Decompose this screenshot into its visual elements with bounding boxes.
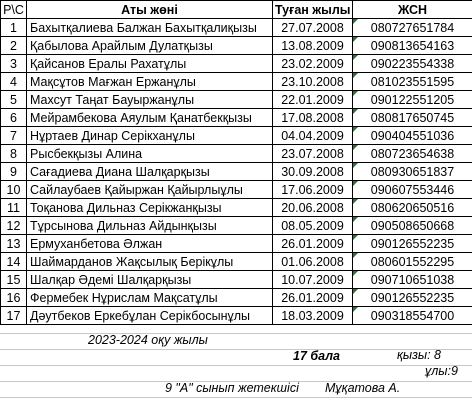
iin-cell[interactable]: 090813654163 [353, 37, 472, 55]
table-row [1, 55, 472, 73]
table-row [1, 181, 472, 199]
table-row [1, 271, 472, 289]
iin-cell[interactable]: 090710651038 [353, 271, 472, 289]
iin-cell[interactable]: 090318554700 [353, 307, 472, 325]
row-index-cell[interactable]: 4 [1, 73, 27, 91]
iin-cell[interactable]: 090607553446 [353, 181, 472, 199]
row-index-cell[interactable]: 8 [1, 145, 27, 163]
table-row [1, 235, 472, 253]
iin-cell[interactable]: 090126552235 [353, 289, 472, 307]
header-birth-date[interactable]: Туған жылы [273, 1, 353, 19]
header-name[interactable]: Аты жөні [27, 1, 273, 19]
birth-date-cell[interactable]: 30.09.2008 [273, 163, 353, 181]
class-teacher-name[interactable]: Мұқатова А. [325, 381, 401, 395]
row-index-cell[interactable]: 13 [1, 235, 27, 253]
row-index-cell[interactable]: 5 [1, 91, 27, 109]
header-iin[interactable]: ЖСН [353, 1, 472, 19]
row-index-cell[interactable]: 16 [1, 289, 27, 307]
iin-cell[interactable]: 090122551205 [353, 91, 472, 109]
table-row [1, 199, 472, 217]
birth-date-cell[interactable]: 08.05.2009 [273, 217, 353, 235]
table-row [1, 109, 472, 127]
row-index-cell[interactable]: 2 [1, 37, 27, 55]
table-row [1, 307, 472, 325]
student-name-cell[interactable]: Махсут Таңат Бауыржанұлы [27, 91, 273, 109]
student-name-cell[interactable]: Шалқар Әдемі Шалқарқызы [27, 271, 273, 289]
iin-cell[interactable]: 080620650516 [353, 199, 472, 217]
row-index-cell[interactable]: 10 [1, 181, 27, 199]
row-index-cell[interactable]: 9 [1, 163, 27, 181]
boys-count-label[interactable]: ұлы:9 [425, 364, 458, 378]
iin-cell[interactable]: 080723654638 [353, 145, 472, 163]
table-body [1, 19, 472, 325]
student-name-cell[interactable]: Ермуханбетова Әлжан [27, 235, 273, 253]
student-name-cell[interactable]: Дәутбеков Еркебұлан Серікбосынұлы [27, 307, 273, 325]
table-row [1, 163, 472, 181]
birth-date-cell[interactable]: 01.06.2008 [273, 253, 353, 271]
table-header [1, 1, 472, 19]
birth-date-cell[interactable]: 26.01.2009 [273, 289, 353, 307]
birth-date-cell[interactable]: 17.08.2008 [273, 109, 353, 127]
iin-cell[interactable]: 090508650668 [353, 217, 472, 235]
iin-cell[interactable]: 080930651837 [353, 163, 472, 181]
iin-cell[interactable]: 080601552295 [353, 253, 472, 271]
student-name-cell[interactable]: Тұрсынова Дильназ Айдынқызы [27, 217, 273, 235]
birth-date-cell[interactable]: 18.03.2009 [273, 307, 353, 325]
birth-date-cell[interactable]: 17.06.2009 [273, 181, 353, 199]
row-gridline [0, 333, 472, 334]
row-index-cell[interactable]: 7 [1, 127, 27, 145]
row-index-cell[interactable]: 11 [1, 199, 27, 217]
iin-cell[interactable]: 081023551595 [353, 73, 472, 91]
row-index-cell[interactable]: 15 [1, 271, 27, 289]
student-name-cell[interactable]: Қабылова Арайлым Дулатқызы [27, 37, 273, 55]
table-row [1, 91, 472, 109]
student-name-cell[interactable]: Шаймарданов Жақсылық Берікұлы [27, 253, 273, 271]
birth-date-cell[interactable]: 13.08.2009 [273, 37, 353, 55]
student-name-cell[interactable]: Сайлаубаев Қайыржан Қайырлыұлы [27, 181, 273, 199]
school-year-label[interactable]: 2023-2024 оқу жылы [88, 333, 208, 347]
birth-date-cell[interactable]: 26.01.2009 [273, 235, 353, 253]
row-gridline [0, 365, 472, 366]
birth-date-cell[interactable]: 20.06.2008 [273, 199, 353, 217]
header-row [1, 1, 472, 19]
table-row [1, 127, 472, 145]
iin-cell[interactable]: 080817650745 [353, 109, 472, 127]
student-name-cell[interactable]: Тоқанова Дильназ Серікжанқызы [27, 199, 273, 217]
student-name-cell[interactable]: Бахытқалиева Балжан Бахытқалиқызы [27, 19, 273, 37]
iin-cell[interactable]: 090404551036 [353, 127, 472, 145]
row-index-cell[interactable]: 14 [1, 253, 27, 271]
birth-date-cell[interactable]: 27.07.2008 [273, 19, 353, 37]
girls-count-label[interactable]: қызы: 8 [397, 348, 442, 362]
birth-date-cell[interactable]: 23.02.2009 [273, 55, 353, 73]
birth-date-cell[interactable]: 23.07.2008 [273, 145, 353, 163]
total-students-label[interactable]: 17 бала [293, 349, 340, 363]
table-row [1, 19, 472, 37]
iin-cell[interactable]: 090126552235 [353, 235, 472, 253]
row-index-cell[interactable]: 17 [1, 307, 27, 325]
birth-date-cell[interactable]: 23.10.2008 [273, 73, 353, 91]
row-gridline [0, 397, 472, 398]
class-teacher-label[interactable]: 9 "А" сынып жетекшісі [165, 381, 299, 395]
iin-cell[interactable]: 080727651784 [353, 19, 472, 37]
student-name-cell[interactable]: Қайсанов Ералы Рахатұлы [27, 55, 273, 73]
table-row [1, 37, 472, 55]
table-row [1, 145, 472, 163]
row-index-cell[interactable]: 3 [1, 55, 27, 73]
iin-cell[interactable]: 090223554338 [353, 55, 472, 73]
student-name-cell[interactable]: Мақсұтов Мағжан Ержанұлы [27, 73, 273, 91]
row-index-cell[interactable]: 12 [1, 217, 27, 235]
student-name-cell[interactable]: Мейрамбекова Аяулым Қанатбекқызы [27, 109, 273, 127]
birth-date-cell[interactable]: 22.01.2009 [273, 91, 353, 109]
row-index-cell[interactable]: 1 [1, 19, 27, 37]
table-row [1, 73, 472, 91]
table-row [1, 289, 472, 307]
student-name-cell[interactable]: Сағадиева Диана Шалқарқызы [27, 163, 273, 181]
header-index[interactable]: Р\С [1, 1, 27, 19]
table-row [1, 253, 472, 271]
table-row [1, 217, 472, 235]
row-index-cell[interactable]: 6 [1, 109, 27, 127]
student-name-cell[interactable]: Рысбекқызы Алина [27, 145, 273, 163]
student-name-cell[interactable]: Нұртаев Динар Серікханұлы [27, 127, 273, 145]
birth-date-cell[interactable]: 04.04.2009 [273, 127, 353, 145]
birth-date-cell[interactable]: 10.07.2009 [273, 271, 353, 289]
student-name-cell[interactable]: Фермебек Нұрислам Мақсатұлы [27, 289, 273, 307]
